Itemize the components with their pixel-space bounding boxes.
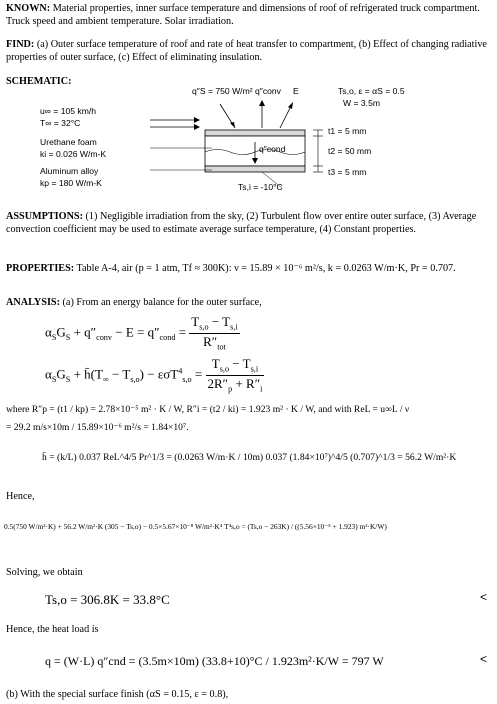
find-text: (a) Outer surface temperature of roof and rate of heat transfer to compartment, (b) Effect of changing radiative properties of outer surface, (c) Effect of eliminating insulation. <box>6 39 487 64</box>
aluminum-k-label: kp = 180 W/m-K <box>40 178 102 188</box>
result-marker-2: < <box>479 652 487 666</box>
hence-1: Hence, <box>6 491 35 502</box>
result-outer-temp: Ts,o = 306.8K = 33.8°C <box>45 592 170 607</box>
foam-k-label: ki = 0.026 W/m-K <box>40 149 107 159</box>
solving-line: Solving, we obtain <box>6 567 83 578</box>
known-label: KNOWN: <box>6 3 51 14</box>
analysis-intro-text: (a) From an energy balance for the outer surface, <box>62 297 262 308</box>
qcond-label: q″cond <box>259 144 286 154</box>
part-b-line: (b) With the special surface finish (αS = 0.15, ε = 0.8), <box>6 689 229 700</box>
assumptions-label: ASSUMPTIONS: <box>6 211 83 222</box>
known-paragraph <box>6 2 491 28</box>
width-label: W = 3.5m <box>343 98 381 108</box>
velocity-label: u∞ = 105 km/h <box>40 106 97 116</box>
h-bar-equation: h̄ = (k/L) 0.037 ReL^4/5 Pr^1/3 = (0.0263 W/m·K / 10m) 0.037 (1.84×10⁷)^4/5 (0.707)^1/3 = 56.2 W/m²·K <box>42 452 457 463</box>
inner-temp-label: Ts,i = -10°C <box>238 182 283 192</box>
properties-label: PROPERTIES: <box>6 263 75 274</box>
t1-label: t1 = 5 mm <box>328 126 367 136</box>
t3-label: t3 = 5 mm <box>328 167 367 177</box>
result-marker-1: < <box>479 590 487 604</box>
solar-irradiation-label: q″S = 750 W/m² <box>192 86 253 96</box>
assumptions-text: (1) Negligible irradiation from the sky, (2) Turbulent flow over entire outer surface, (3) Average convection coefficient may be used to estimate average surface temperature, (4) Constant properties. <box>6 211 477 236</box>
qconv-label: q″conv <box>255 86 281 96</box>
resistance-line: where R″p = (t1 / kp) = 2.78×10⁻⁵ m² · K / W, R″i = (t2 / ki) = 1.923 m² · K / W, and with ReL = u∞L / ν <box>6 404 410 415</box>
reynolds-line: = 29.2 m/s×10m / 15.89×10⁻⁶ m²/s = 1.84×10⁷. <box>6 422 189 433</box>
foam-label: Urethane foam <box>40 137 97 147</box>
emission-label: E <box>293 86 299 96</box>
analysis-label: ANALYSIS: <box>6 297 60 308</box>
schematic-figure <box>0 82 497 202</box>
properties-text: Table A-4, air (p = 1 atm, Tf ≈ 300K): ν = 15.89 × 10⁻⁶ m²/s, k = 0.0263 W/m·K, Pr = 0.707. <box>76 263 456 274</box>
find-paragraph <box>6 38 491 64</box>
outer-surface-label: Ts,o, ε = αS = 0.5 <box>338 86 405 96</box>
t2-label: t2 = 50 mm <box>328 146 372 156</box>
known-text: Material properties, inner surface temperature and dimensions of roof of refrigerated truck compartment. Truck speed and ambient temperature. Solar irradiation. <box>6 3 480 28</box>
energy-balance-equation-1: $\alpha_SG_S + q''_{conv} - E = q''_{cond}$ = $\frac{T_{s,o} - T_{s,i}}{R''_{tot}}$ <box>45 314 238 352</box>
energy-balance-equation-2: $\alpha_SG_S$ + $h̄(T_\infty - T_{s,o}) - \varepsilon\sigma T^4_{s,o}$ = $\frac{T_{s,o} - T_{s,i}}{2R''_p + R''_i}$ <box>45 356 263 394</box>
aluminum-label: Aluminum alloy <box>40 166 99 176</box>
analysis-intro <box>6 296 491 309</box>
hence-2: Hence, the heat load is <box>6 624 99 635</box>
properties-paragraph <box>6 262 491 275</box>
surface-balance-numeric: 0.5(750 W/m²·K) + 56.2 W/m²·K (305 − Ts,o) − 0.5×5.67×10⁻⁸ W/m²·K⁴ T⁴s,o = (Ts,o − 263K) / ((5.56×10⁻⁵ + 1.923) m²·K/W) <box>4 522 387 531</box>
result-heat-load: q = (W·L) q″cnd = (3.5m×10m) (33.8+10)°C / 1.923m²·K/W = 797 W <box>45 654 384 668</box>
assumptions-paragraph <box>6 210 491 236</box>
find-label: FIND: <box>6 39 35 50</box>
schematic-label: SCHEMATIC: <box>6 76 72 87</box>
ambient-temp-label: T∞ = 32°C <box>40 118 81 128</box>
